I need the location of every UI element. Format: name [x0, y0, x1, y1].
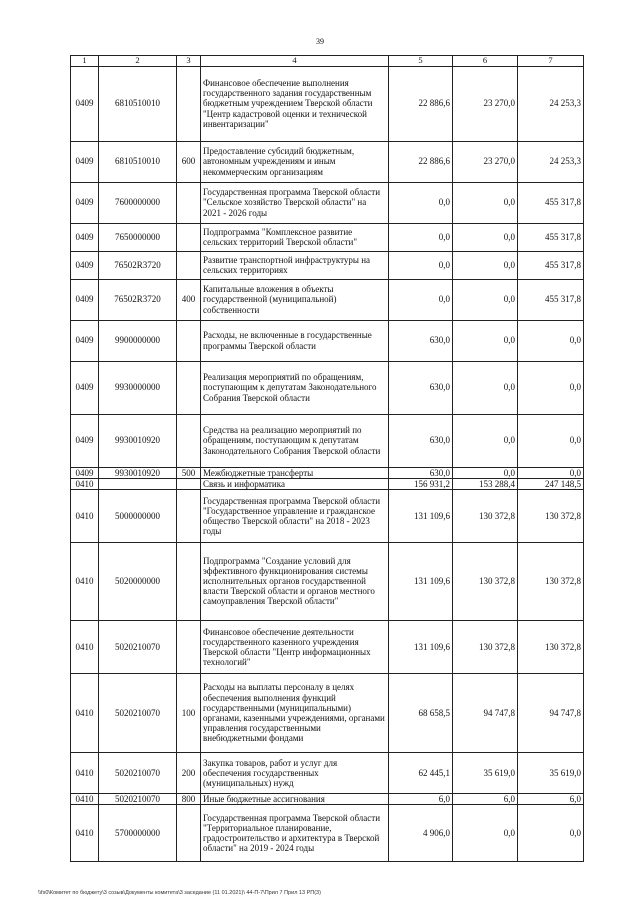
header-cell-5: 5 — [389, 56, 453, 67]
amount-2022-cell: 130 372,8 — [453, 489, 518, 542]
amount-2023-cell: 130 372,8 — [518, 489, 584, 542]
table-row — [71, 489, 584, 542]
target-article-cell: 9930010920 — [99, 414, 177, 467]
amount-2021-cell: 0,0 — [389, 279, 453, 320]
table-row — [71, 620, 584, 673]
amount-2022-cell: 153 288,4 — [453, 478, 518, 489]
section-code-cell: 0409 — [71, 66, 99, 141]
description-cell: Иные бюджетные ассигнования — [201, 793, 389, 804]
target-article-cell — [99, 478, 177, 489]
table-row — [71, 793, 584, 804]
target-article-cell: 5000000000 — [99, 489, 177, 542]
amount-2022-cell: 94 747,8 — [453, 673, 518, 752]
amount-2021-cell: 0,0 — [389, 223, 453, 251]
amount-2021-cell: 4 906,0 — [389, 804, 453, 861]
amount-2022-cell: 0,0 — [453, 251, 518, 279]
header-cell-2: 2 — [99, 56, 177, 67]
section-code-cell: 0410 — [71, 542, 99, 620]
section-code-cell: 0409 — [71, 251, 99, 279]
target-article-cell: 7650000000 — [99, 223, 177, 251]
description-cell: Подпрограмма "Создание условий для эффективного функционирования системы исполнительных органов государственной власти Тверской области и органов местного самоуправления Тверской области" — [201, 542, 389, 620]
header-cell-3: 3 — [177, 56, 201, 67]
description-cell: Средства на реализацию мероприятий по обращениям, поступающим к депутатам Законодательного Собрания Тверской области — [201, 414, 389, 467]
header-cell-6: 6 — [453, 56, 518, 67]
description-cell: Финансовое обеспечение деятельности государственного казенного учреждения Тверской области "Центр информационных технологий" — [201, 620, 389, 673]
amount-2022-cell: 0,0 — [453, 414, 518, 467]
footer-path: \\fs0\Комитет по бюджету\3 созыв\Документы комитета\3 заседание (11 01.2021)\ 44-П-7\Прил 7 Прил 13 РП(3) — [38, 890, 321, 896]
expense-type-cell: 400 — [177, 279, 201, 320]
amount-2022-cell: 6,0 — [453, 793, 518, 804]
target-article-cell: 6810510010 — [99, 66, 177, 141]
expense-type-cell: 800 — [177, 793, 201, 804]
header-cell-4: 4 — [201, 56, 389, 67]
amount-2021-cell: 630,0 — [389, 467, 453, 478]
section-code-cell: 0410 — [71, 793, 99, 804]
header-cell-7: 7 — [518, 56, 584, 67]
amount-2023-cell: 130 372,8 — [518, 542, 584, 620]
amount-2023-cell: 247 148,5 — [518, 478, 584, 489]
description-cell: Предоставление субсидий бюджетным, автономным учреждениям и иным некоммерческим организациям — [201, 141, 389, 182]
expense-type-cell — [177, 223, 201, 251]
amount-2021-cell: 6,0 — [389, 793, 453, 804]
expense-type-cell — [177, 478, 201, 489]
target-article-cell: 5020210070 — [99, 752, 177, 793]
amount-2022-cell: 0,0 — [453, 182, 518, 223]
target-article-cell: 76502R3720 — [99, 251, 177, 279]
expense-type-cell — [177, 66, 201, 141]
description-cell: Межбюджетные трансферты — [201, 467, 389, 478]
table-row — [71, 182, 584, 223]
target-article-cell: 5020210070 — [99, 793, 177, 804]
section-code-cell: 0410 — [71, 752, 99, 793]
table-row — [71, 542, 584, 620]
target-article-cell: 9930000000 — [99, 361, 177, 414]
expense-type-cell — [177, 320, 201, 361]
expense-type-cell: 500 — [177, 467, 201, 478]
section-code-cell: 0409 — [71, 414, 99, 467]
expense-type-cell — [177, 361, 201, 414]
amount-2023-cell: 94 747,8 — [518, 673, 584, 752]
amount-2023-cell: 0,0 — [518, 320, 584, 361]
table-row — [71, 251, 584, 279]
description-cell: Финансовое обеспечение выполнения государственного задания государственным бюджетным учреждением Тверской области "Центр кадастровой оценки и технической инвентаризации" — [201, 66, 389, 141]
section-code-cell: 0409 — [71, 467, 99, 478]
table-row — [71, 141, 584, 182]
table-row — [71, 361, 584, 414]
amount-2022-cell: 130 372,8 — [453, 620, 518, 673]
amount-2023-cell: 6,0 — [518, 793, 584, 804]
target-article-cell: 5020210070 — [99, 673, 177, 752]
amount-2022-cell: 23 270,0 — [453, 141, 518, 182]
section-code-cell: 0409 — [71, 279, 99, 320]
amount-2022-cell: 0,0 — [453, 467, 518, 478]
section-code-cell: 0409 — [71, 320, 99, 361]
section-code-cell: 0410 — [71, 489, 99, 542]
budget-table — [70, 55, 584, 862]
amount-2021-cell: 68 658,5 — [389, 673, 453, 752]
table-row — [71, 414, 584, 467]
table-row — [71, 478, 584, 489]
expense-type-cell — [177, 414, 201, 467]
amount-2023-cell: 0,0 — [518, 414, 584, 467]
target-article-cell: 5700000000 — [99, 804, 177, 861]
amount-2023-cell: 24 253,3 — [518, 66, 584, 141]
description-cell: Закупка товаров, работ и услуг для обеспечения государственных (муниципальных) нужд — [201, 752, 389, 793]
amount-2021-cell: 131 109,6 — [389, 620, 453, 673]
amount-2022-cell: 0,0 — [453, 223, 518, 251]
table-body — [71, 66, 584, 861]
section-code-cell: 0410 — [71, 673, 99, 752]
expense-type-cell — [177, 542, 201, 620]
description-cell: Развитие транспортной инфраструктуры на сельских территориях — [201, 251, 389, 279]
target-article-cell: 9900000000 — [99, 320, 177, 361]
amount-2021-cell: 0,0 — [389, 182, 453, 223]
description-cell: Реализация мероприятий по обращениям, поступающим к депутатам Законодательного Собрания Тверской области — [201, 361, 389, 414]
section-code-cell: 0410 — [71, 478, 99, 489]
expense-type-cell: 100 — [177, 673, 201, 752]
header-row — [71, 56, 584, 67]
amount-2023-cell: 455 317,8 — [518, 251, 584, 279]
amount-2023-cell: 130 372,8 — [518, 620, 584, 673]
target-article-cell: 9930010920 — [99, 467, 177, 478]
expense-type-cell: 600 — [177, 141, 201, 182]
amount-2021-cell: 62 445,1 — [389, 752, 453, 793]
amount-2021-cell: 22 886,6 — [389, 66, 453, 141]
amount-2022-cell: 0,0 — [453, 804, 518, 861]
section-code-cell: 0409 — [71, 182, 99, 223]
table-row — [71, 804, 584, 861]
description-cell: Государственная программа Тверской области "Территориальное планирование, градостроительство и архитектура в Тверской области" на 2019 - 2024 годы — [201, 804, 389, 861]
table-row — [71, 223, 584, 251]
table-row — [71, 752, 584, 793]
description-cell: Расходы на выплаты персоналу в целях обеспечения выполнения функций государственными (муниципальными) органами, казенными учреждениями, органами управления государственными внебюджетными фондами — [201, 673, 389, 752]
description-cell: Расходы, не включенные в государственные программы Тверской области — [201, 320, 389, 361]
amount-2023-cell: 0,0 — [518, 467, 584, 478]
section-code-cell: 0410 — [71, 804, 99, 861]
target-article-cell: 6810510010 — [99, 141, 177, 182]
target-article-cell: 76502R3720 — [99, 279, 177, 320]
description-cell: Государственная программа Тверской области "Сельское хозяйство Тверской области" на 2021 - 2026 годы — [201, 182, 389, 223]
amount-2021-cell: 630,0 — [389, 414, 453, 467]
description-cell: Связь и информатика — [201, 478, 389, 489]
expense-type-cell — [177, 182, 201, 223]
table-row — [71, 320, 584, 361]
target-article-cell: 5020210070 — [99, 620, 177, 673]
amount-2023-cell: 35 619,0 — [518, 752, 584, 793]
amount-2023-cell: 0,0 — [518, 361, 584, 414]
amount-2021-cell: 131 109,6 — [389, 542, 453, 620]
section-code-cell: 0409 — [71, 223, 99, 251]
header-cell-1: 1 — [71, 56, 99, 67]
table-row — [71, 66, 584, 141]
amount-2022-cell: 23 270,0 — [453, 66, 518, 141]
description-cell: Государственная программа Тверской области "Государственное управление и гражданское общество Тверской области" на 2018 - 2023 годы — [201, 489, 389, 542]
amount-2023-cell: 455 317,8 — [518, 279, 584, 320]
page-number: 39 — [316, 37, 324, 46]
amount-2023-cell: 0,0 — [518, 804, 584, 861]
amount-2022-cell: 35 619,0 — [453, 752, 518, 793]
expense-type-cell — [177, 620, 201, 673]
amount-2023-cell: 24 253,3 — [518, 141, 584, 182]
expense-type-cell — [177, 251, 201, 279]
section-code-cell: 0409 — [71, 141, 99, 182]
section-code-cell: 0409 — [71, 361, 99, 414]
amount-2021-cell: 630,0 — [389, 320, 453, 361]
expense-type-cell: 200 — [177, 752, 201, 793]
table-row — [71, 467, 584, 478]
amount-2022-cell: 0,0 — [453, 279, 518, 320]
amount-2022-cell: 0,0 — [453, 320, 518, 361]
amount-2021-cell: 22 886,6 — [389, 141, 453, 182]
amount-2021-cell: 630,0 — [389, 361, 453, 414]
amount-2022-cell: 0,0 — [453, 361, 518, 414]
amount-2021-cell: 0,0 — [389, 251, 453, 279]
amount-2023-cell: 455 317,8 — [518, 223, 584, 251]
amount-2021-cell: 156 931,2 — [389, 478, 453, 489]
amount-2022-cell: 130 372,8 — [453, 542, 518, 620]
amount-2023-cell: 455 317,8 — [518, 182, 584, 223]
target-article-cell: 5020000000 — [99, 542, 177, 620]
amount-2021-cell: 131 109,6 — [389, 489, 453, 542]
expense-type-cell — [177, 489, 201, 542]
table-row — [71, 673, 584, 752]
expense-type-cell — [177, 804, 201, 861]
target-article-cell: 7600000000 — [99, 182, 177, 223]
table-row — [71, 279, 584, 320]
description-cell: Капитальные вложения в объекты государственной (муниципальной) собственности — [201, 279, 389, 320]
section-code-cell: 0410 — [71, 620, 99, 673]
description-cell: Подпрограмма "Комплексное развитие сельских территорий Тверской области" — [201, 223, 389, 251]
